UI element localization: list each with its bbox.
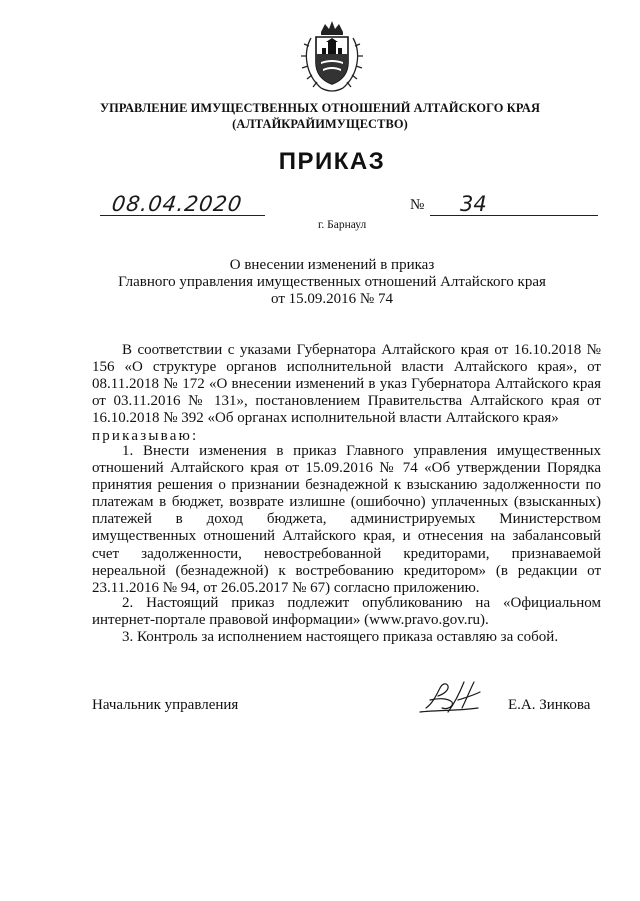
organization-abbreviation: (АЛТАЙКРАЙИМУЩЕСТВО) (232, 117, 408, 131)
handwritten-signature-icon (418, 678, 496, 718)
subject-line-2: Главного управления имущественных отношений Алтайского края (118, 274, 546, 290)
order-item-3: 3. Контроль за исполнением настоящего приказа оставляю за собой. (122, 629, 559, 645)
city-label: г. Барнаул (318, 219, 367, 231)
subject-line-1: О внесении изменений в приказ (229, 257, 435, 273)
organization-name: УПРАВЛЕНИЕ ИМУЩЕСТВЕННЫХ ОТНОШЕНИЙ АЛТАЙСКОГО КРАЯ (99, 101, 541, 115)
order-item-1: 1. Внести изменения в приказ Главного управления имущественных отношений Алтайского края от 15.09.2016 № 74 «Об утверждении Порядка принятия решения о признании безнадежной к взысканию задолженности по платежам в бюджет, возврате излишне (ошибочно) уплаченных (взысканных) платежей в доход бюджета, администрируемых Министерством имущественных отношений Алтайского края, и отнесения на забалансовый счет задолженности, невостребованной кредиторами, признаваемой нереальной (безнадежной) к востребованию кредитором» (в редакции от 23.11.2016 № 94, от 26.05.2017 № 67) согласно приложению. (92, 443, 601, 596)
order-number: 34 (460, 192, 487, 216)
coat-of-arms-icon (299, 18, 365, 96)
number-underline (430, 215, 598, 216)
document-title: ПРИКАЗ (278, 148, 386, 175)
subject-line-3: от 15.09.2016 № 74 (271, 291, 393, 307)
preamble-paragraph: В соответствии с указами Губернатора Алтайского края от 16.10.2018 № 156 «О структуре органов исполнительной власти Алтайского края», от 08.11.2018 № 172 «О внесении изменений в указ Губернатора Алтайского края от 03.11.2016 № 131», постановлением Правительства Алтайского края от 16.10.2018 № 392 «Об органах исполнительной власти Алтайского края» (92, 342, 601, 427)
signatory-name: Е.А. Зинкова (508, 697, 591, 713)
order-date: 08.04.2020 (110, 192, 244, 216)
number-sign: № (410, 197, 425, 213)
order-word: приказываю: (92, 428, 199, 444)
signatory-position: Начальник управления (92, 697, 239, 713)
order-item-2: 2. Настоящий приказ подлежит опубликованию на «Официальном интернет-портале правовой информации» (www.pravo.gov.ru). (92, 595, 601, 629)
date-underline (100, 215, 265, 216)
